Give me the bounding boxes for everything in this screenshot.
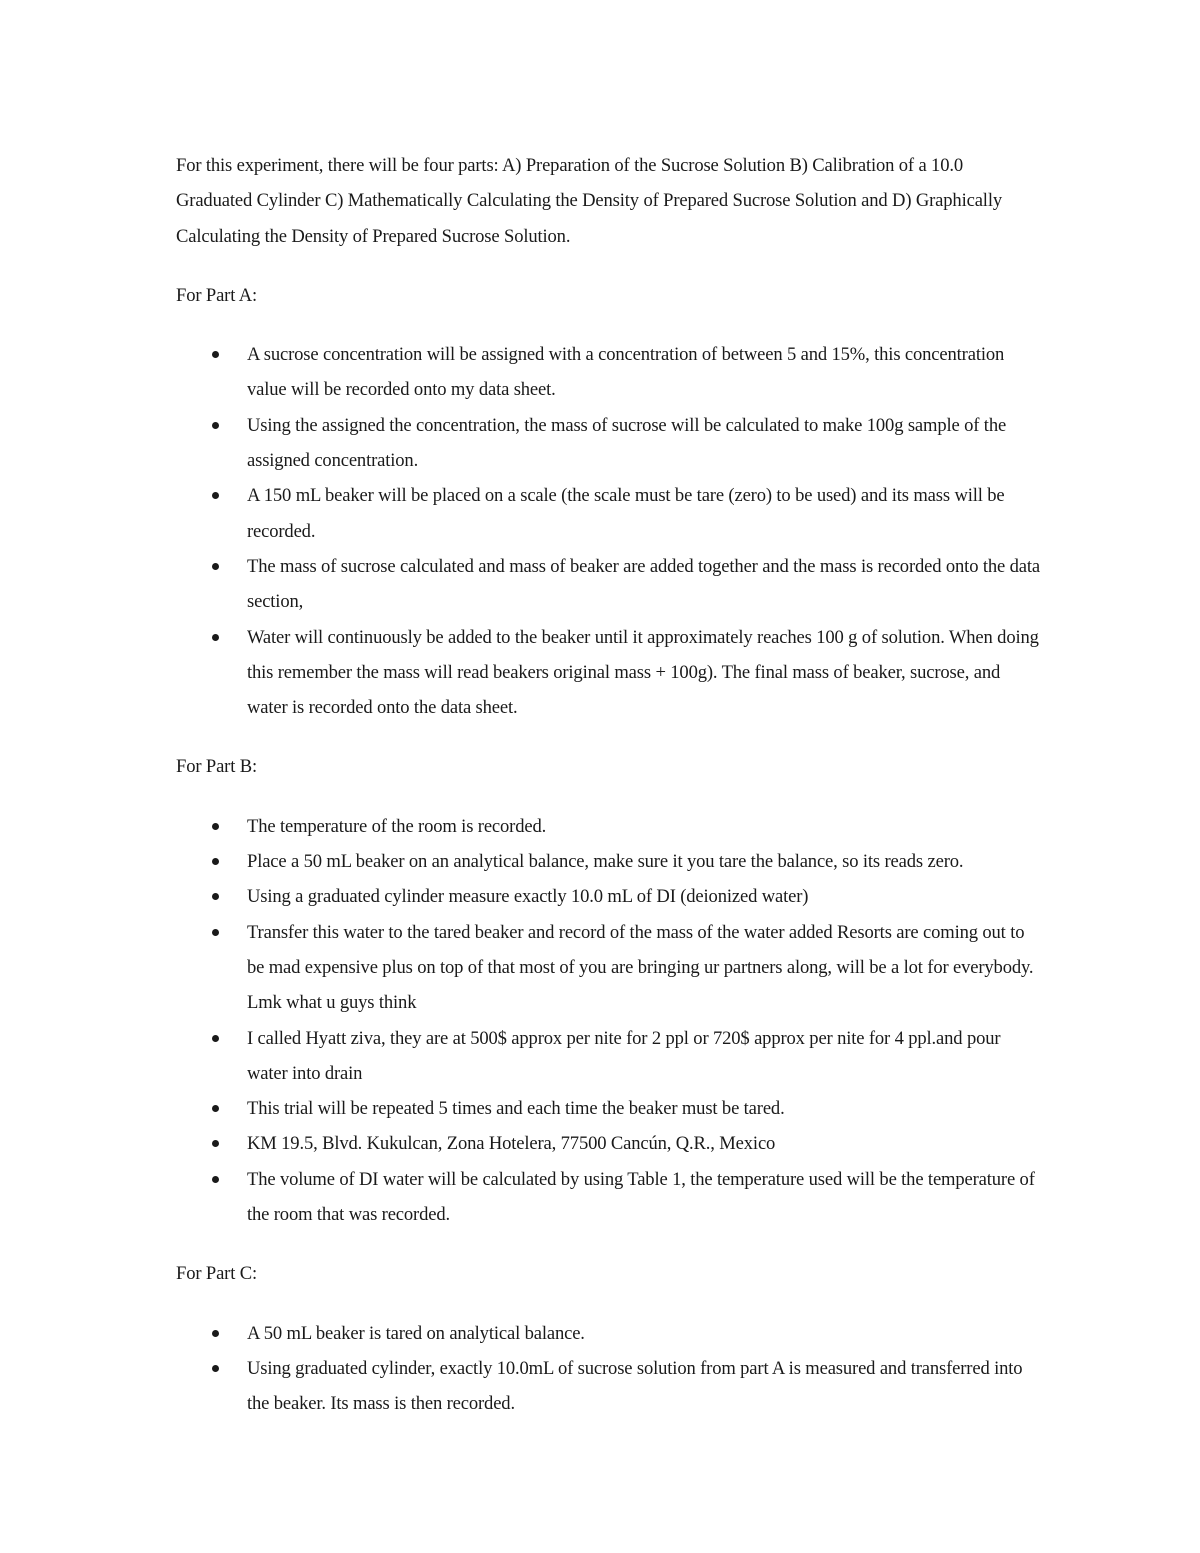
- sections-container: [176, 278, 1040, 1422]
- section-heading: For Part A:: [176, 284, 257, 306]
- bullet-dot-icon: [212, 1140, 219, 1147]
- list-item-text: A 50 mL beaker is tared on analytical balance.: [247, 1322, 585, 1344]
- bullet-dot-icon: [212, 422, 219, 429]
- list-item-text: Place a 50 mL beaker on an analytical balance, make sure it you tare the balance, so its reads zero.: [247, 851, 964, 873]
- bullet-dot-icon: [212, 1105, 219, 1112]
- list-item: [176, 549, 1040, 620]
- list-item: [176, 1316, 1040, 1351]
- list-item-text: I called Hyatt ziva, they are at 500$ approx per nite for 2 ppl or 720$ approx per nite for 4 ppl.and pour water into drain: [247, 1027, 1001, 1084]
- list-item: [176, 620, 1040, 726]
- list-item-text: KM 19.5, Blvd. Kukulcan, Zona Hotelera, 77500 Cancún, Q.R., Mexico: [247, 1133, 776, 1155]
- list-item-text: Water will continuously be added to the beaker until it approximately reaches 100 g of solution. When doing this remember the mass will read beakers original mass + 100g). The final mass of beaker, sucrose, and water is recorded onto the data sheet.: [247, 626, 1039, 719]
- bullet-dot-icon: [212, 563, 219, 570]
- bullet-dot-icon: [212, 351, 219, 358]
- bullet-dot-icon: [212, 492, 219, 499]
- section-heading: For Part B:: [176, 756, 257, 778]
- intro-paragraph: For this experiment, there will be four parts: A) Preparation of the Sucrose Solution B) Calibration of a 10.0 Graduated Cylinder C) Mathematically Calculating the Density of Prepared Sucrose Solution and D) Graphically Calculating the Density of Prepared Sucrose Solution.: [176, 155, 1002, 247]
- list-item: [176, 478, 1040, 549]
- list-item: [176, 408, 1040, 479]
- list-item-text: Using graduated cylinder, exactly 10.0mL of sucrose solution from part A is measured and transferred into the beaker. Its mass is then recorded.: [247, 1357, 1023, 1415]
- list-item-text: A 150 mL beaker will be placed on a scale (the scale must be tare (zero) to be used) and its mass will be recorded.: [247, 485, 1005, 542]
- list-item: [176, 1091, 1040, 1126]
- list-item: [176, 1126, 1040, 1161]
- list-item-text: This trial will be repeated 5 times and each time the beaker must be tared.: [247, 1098, 785, 1120]
- bullet-dot-icon: [212, 858, 219, 865]
- list-item: [176, 1021, 1040, 1092]
- list-item-text: The temperature of the room is recorded.: [247, 815, 547, 837]
- bullet-dot-icon: [212, 1365, 219, 1372]
- list-item: [176, 809, 1040, 844]
- list-item: [176, 1162, 1040, 1233]
- bullet-dot-icon: [212, 929, 219, 936]
- list-item-text: The volume of DI water will be calculated by using Table 1, the temperature used will be the temperature of the room that was recorded.: [247, 1168, 1035, 1226]
- bullet-dot-icon: [212, 634, 219, 641]
- list-item-text: Using the assigned the concentration, the mass of sucrose will be calculated to make 100g sample of the assigned concentration.: [247, 414, 1007, 472]
- list-item: [176, 1351, 1040, 1422]
- list-item-text: The mass of sucrose calculated and mass of beaker are added together and the mass is recorded onto the data section,: [247, 555, 1040, 613]
- list-item: [176, 337, 1040, 408]
- list-item-text: Transfer this water to the tared beaker and record of the mass of the water added Resorts are coming out to be mad expensive plus on top of that most of you are bringing ur partners along, will be a lot for everybody. Lmk what u guys think: [247, 921, 1034, 1014]
- bullet-dot-icon: [212, 1176, 219, 1183]
- list-item: [176, 844, 1040, 879]
- bullet-list: [176, 1316, 1040, 1422]
- bullet-dot-icon: [212, 823, 219, 830]
- section-heading: For Part C:: [176, 1263, 257, 1285]
- bullet-dot-icon: [212, 1330, 219, 1337]
- bullet-list: [176, 337, 1040, 725]
- bullet-list: [176, 809, 1040, 1233]
- list-item-text: Using a graduated cylinder measure exactly 10.0 mL of DI (deionized water): [247, 886, 809, 908]
- list-item: [176, 915, 1040, 1021]
- list-item-text: A sucrose concentration will be assigned with a concentration of between 5 and 15%, this concentration value will be recorded onto my data sheet.: [247, 344, 1005, 401]
- bullet-dot-icon: [212, 1035, 219, 1042]
- list-item: [176, 879, 1040, 914]
- bullet-dot-icon: [212, 893, 219, 900]
